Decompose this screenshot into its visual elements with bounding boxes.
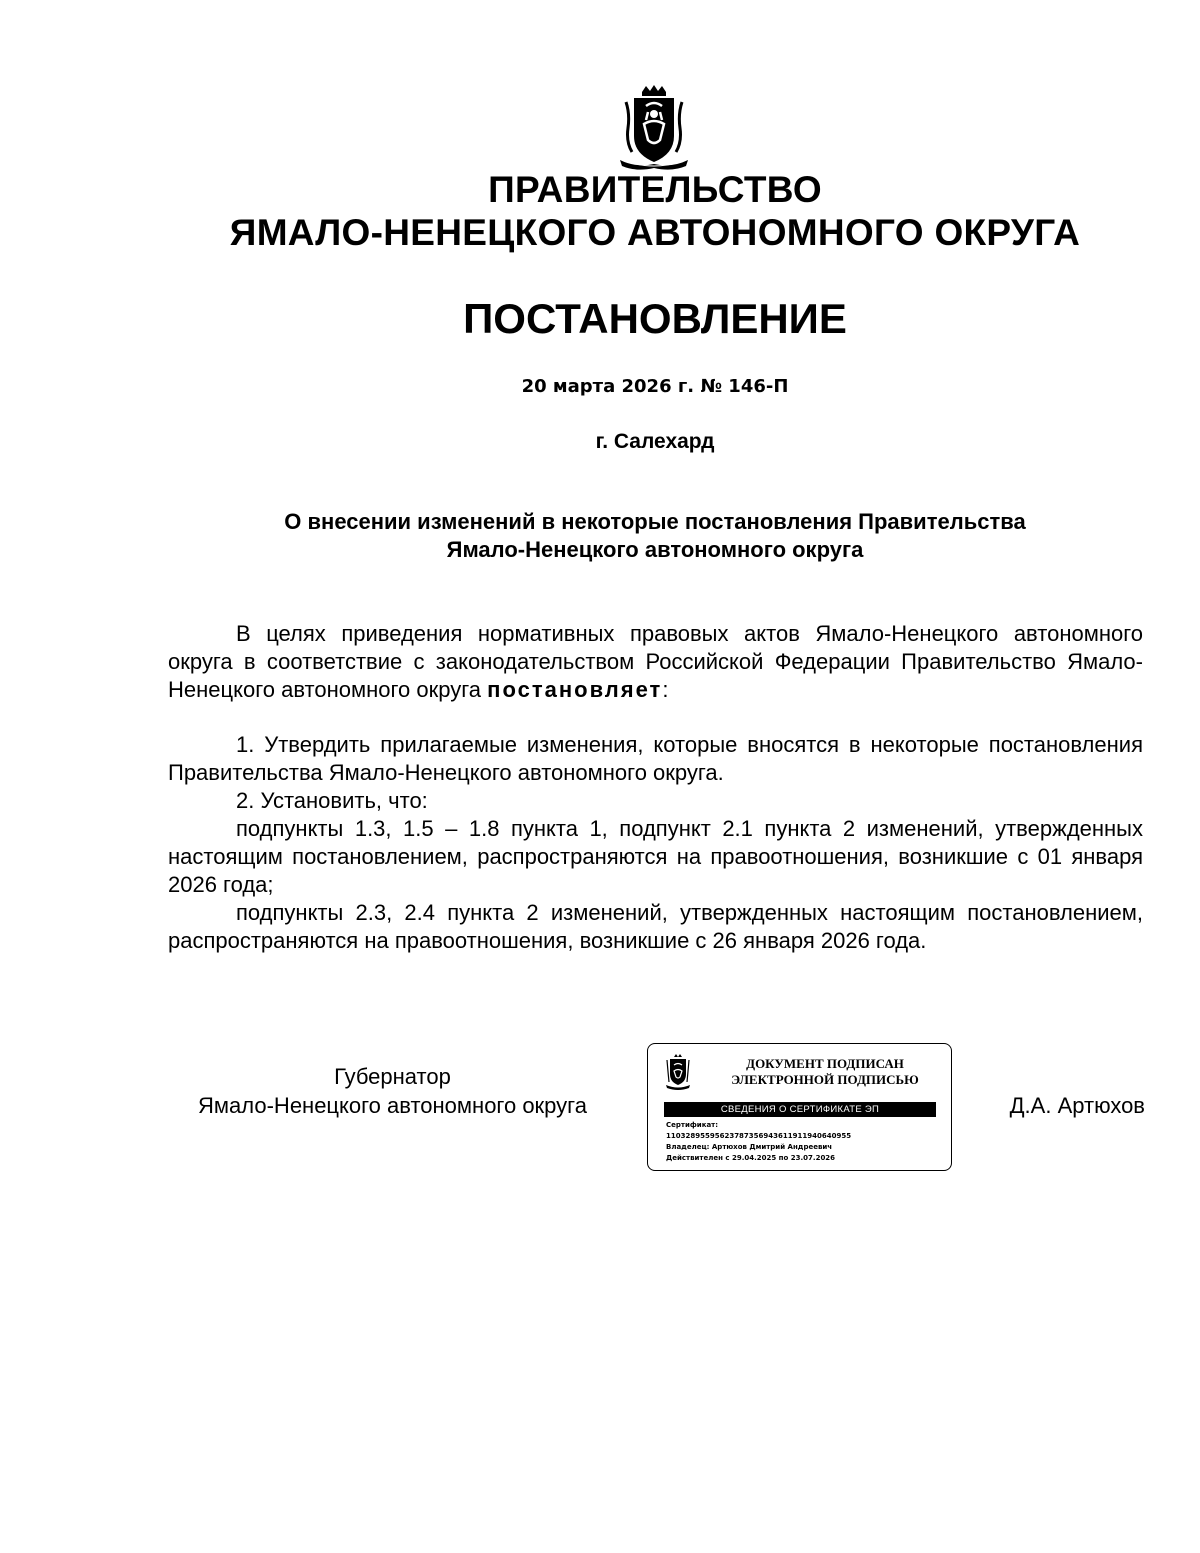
preamble-keyword: постановляет — [487, 677, 663, 702]
document-subject — [200, 508, 1110, 564]
item-2: 2. Установить, что: — [236, 788, 428, 813]
item-2-a: подпункты 1.3, 1.5 – 1.8 пункта 1, подпункт 2.1 пункта 2 изменений, утвержденных настоящим постановлением, распространяются на правоотношения, возникшие с 01 января 2026 года; — [168, 816, 1143, 897]
subject-line1: О внесении изменений в некоторые постановления Правительства — [284, 509, 1026, 534]
signatory-position — [160, 1062, 625, 1120]
subject-line2: Ямало-Ненецкого автономного округа — [446, 537, 864, 562]
preamble-paragraph — [168, 620, 1143, 704]
certificate-info-bar: СВЕДЕНИЯ О СЕРТИФИКАТЕ ЭП — [664, 1102, 936, 1117]
coat-of-arms-icon — [616, 84, 692, 170]
stamp-title-line1: ДОКУМЕНТ ПОДПИСАН — [746, 1056, 904, 1071]
signatory-name: Д.А. Артюхов — [1009, 1093, 1145, 1118]
position-line2: Ямало-Ненецкого автономного округа — [198, 1093, 587, 1118]
document-body — [168, 620, 1143, 955]
certificate-owner: Владелец: Артюхов Дмитрий Андреевич — [666, 1143, 833, 1151]
stamp-title-line2: ЭЛЕКТРОННОЙ ПОДПИСЬЮ — [731, 1072, 919, 1087]
certificate-number: 11032895595623787356943611911940640955 — [666, 1132, 852, 1140]
preamble-end: : — [662, 677, 669, 702]
item-1: 1. Утвердить прилагаемые изменения, которые вносятся в некоторые постановления Правительства Ямало-Ненецкого автономного округа. — [168, 732, 1143, 785]
document-date-number: 20 марта 2026 г. № 146-П — [521, 376, 789, 397]
certificate-details — [666, 1120, 946, 1164]
organization-title-line2: ЯМАЛО-НЕНЕЦКОГО АВТОНОМНОГО ОКРУГА — [229, 212, 1081, 253]
stamp-coat-of-arms-icon — [665, 1054, 691, 1090]
certificate-label: Сертификат: — [666, 1121, 719, 1129]
organization-title-line1: ПРАВИТЕЛЬСТВО — [488, 169, 822, 210]
document-city: г. Салехард — [595, 430, 715, 453]
preamble-text: В целях приведения нормативных правовых актов Ямало-Ненецкого автономного округа в соответствие с законодательством Российской Федерации Правительство Ямало-Ненецкого автономного округа — [168, 621, 1143, 702]
position-line1: Губернатор — [334, 1064, 451, 1089]
item-2-b: подпункты 2.3, 2.4 пункта 2 изменений, утвержденных настоящим постановлением, распространяются на правоотношения, возникшие с 26 января 2026 года. — [168, 900, 1143, 953]
electronic-signature-stamp — [647, 1043, 952, 1171]
document-type: ПОСТАНОВЛЕНИЕ — [463, 295, 847, 342]
stamp-title — [710, 1056, 940, 1088]
certificate-validity: Действителен с 29.04.2025 по 23.07.2026 — [666, 1154, 836, 1162]
